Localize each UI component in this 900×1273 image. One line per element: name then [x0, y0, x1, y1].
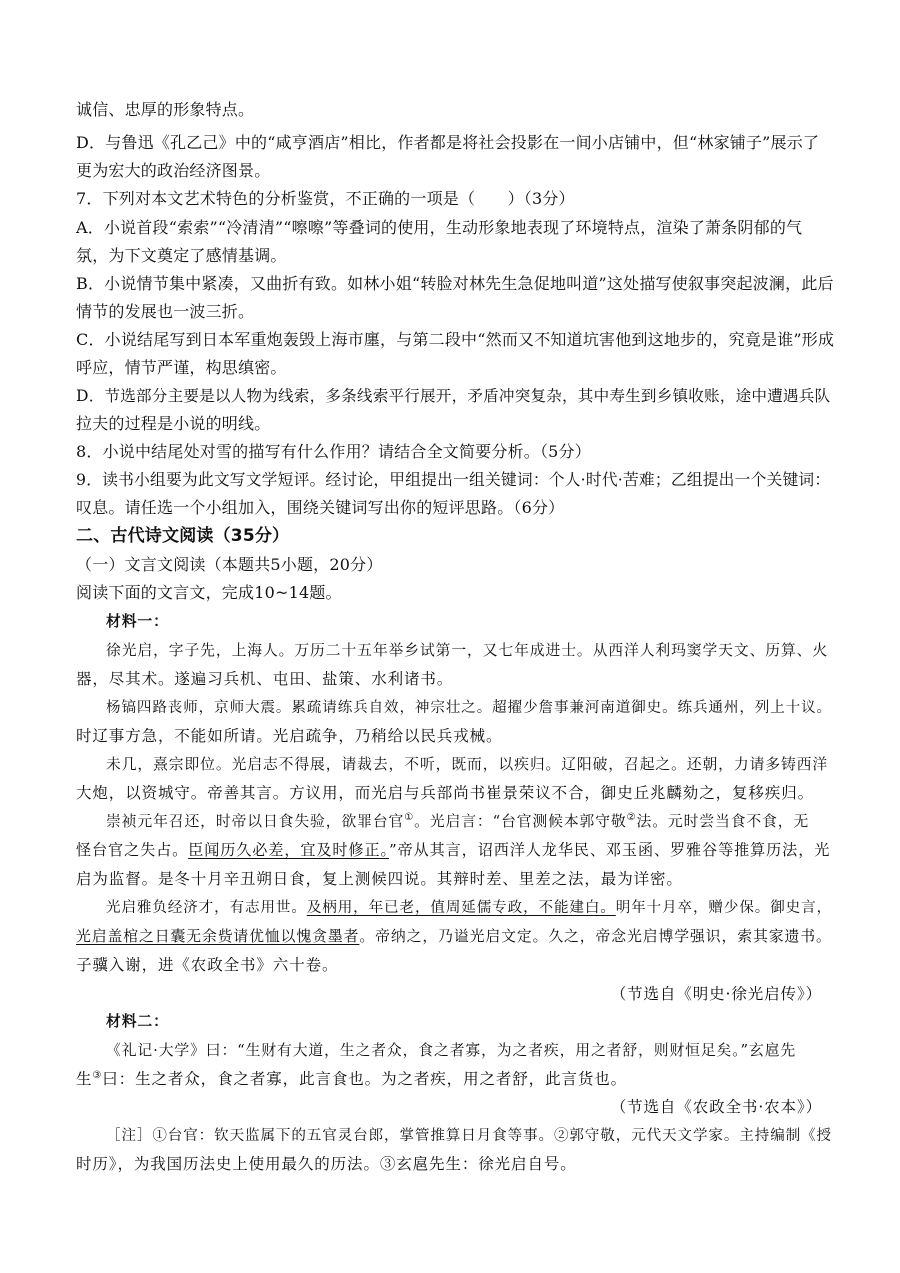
- p5-l2-text-b: 。帝纳之，乃谥光启文定。久之，帝念光启博学强识，索其家遗书。: [359, 927, 832, 945]
- material1-p1-line1: 徐光启，字子先，上海人。万历二十五年举乡试第一，又七年成进士。从西洋人利玛窦学天文、历算、火: [106, 642, 829, 659]
- q7-option-c-line1: C．小说结尾写到日本军重炮轰毁上海市廛，与第二段中“然而又不知道坑害他到这地步的，究竟是谁”形成: [76, 330, 835, 349]
- p4-l2-text-a: 怪台官之失占。: [76, 841, 189, 859]
- q7-option-d-line1: D．节选部分主要是以人物为线索，多条线索平行展开，矛盾冲突复杂，其中寿生到乡镇收账，途中遭遇兵队: [76, 387, 831, 405]
- material1-p2-line2: 时辽事方急，不能如所请。光启疏争，乃稍给以民兵戎械。: [76, 727, 503, 745]
- p4-text-c: 法。元时尝当食不食，无: [636, 813, 810, 830]
- q7-option-a-line1: A．小说首段“索索”“冷清清”“嚓嚓”等叠词的使用，生动形象地表现了环境特点，渲染了萧条阴郁的气: [76, 218, 803, 237]
- q6-option-d-line1: D．与鲁迅《孔乙己》中的“咸亨酒店”相比，作者都是将社会投影在一间小店铺中，但“林家铺子”展示了: [76, 133, 820, 152]
- underlined-sentence-1: 臣闻历久必差，宜及时修正。: [188, 841, 389, 859]
- material1-p3-line1: 未几，熹宗即位。光启志不得展，请裁去，不听，既而，以疾归。辽阳破，召起之。还朝，力请多铸西洋: [106, 756, 829, 773]
- material1-source: （节选自《明史·徐光启传》）: [610, 985, 822, 1003]
- p4-text-a: 崇祯元年召还，时帝以日食失验，欲罪台官: [106, 813, 405, 830]
- underlined-sentence-2: 及柄用，年已老，值周延儒专政，不能建白。: [306, 899, 616, 916]
- m2-text-b: 曰：生之者众，食之者寡，此言食也。为之者疾，用之者舒，此言货也。: [102, 1070, 628, 1088]
- footnote-ref-3: ③: [92, 1069, 103, 1081]
- footnote-ref-2: ②: [626, 812, 637, 824]
- p4-l2-text-b: ”帝从其言，诏西洋人龙华民、邓玉函、罗雅谷等推算历法，光: [388, 841, 831, 859]
- p4-text-b: 。光启言：“台官测候本郭守敬: [414, 813, 627, 830]
- q7-stem: 7．下列对本文艺术特色的分析鉴赏，不正确的一项是（ ）（3分）: [76, 189, 575, 208]
- q7-option-b-line1: B．小说情节集中紧凑，又曲折有致。如林小姐“转脸对林先生急促地叫道”这处描写使叙事突起波澜，此后: [76, 274, 834, 293]
- material1-p5-line2: [76, 926, 834, 946]
- material1-p2-line1: 杨镐四路丧师，京师大震。累疏请练兵自效，神宗壮之。超擢少詹事兼河南道御史。练兵通州，列上十议。: [106, 699, 833, 716]
- notes-line2: 时历》，为我国历法史上使用最久的历法。③玄扈先生：徐光启自号。: [76, 1155, 577, 1173]
- q7-option-c-line2: 呼应，情节严谨，构思缜密。: [76, 358, 287, 377]
- material1-p4-line3: 启为监督。是冬十月辛丑朔日食，复上测候四说。其辩时差、里差之法，最为详密。: [76, 870, 683, 888]
- material1-label: 材料一：: [106, 613, 169, 630]
- q6-option-c-tail: 诚信、忠厚的形象特点。: [76, 100, 255, 119]
- p5-text-a: 光启雅负经济才，有志用世。: [106, 899, 307, 916]
- m2-text-a: 生: [76, 1070, 93, 1088]
- q9-line2: 叹息。请任选一个小组加入，围绕关键词写出你的短评思路。（6分）: [76, 498, 565, 517]
- p5-text-b: 明年十月卒，赠少保。御史言，: [615, 899, 833, 916]
- notes-line1: ［注］①台官：钦天监属下的五官灵台郎，掌管推算日月食等事。②郭守敬，元代天文学家。主持编制《授: [106, 1127, 833, 1144]
- material1-p4-line2: [76, 840, 834, 860]
- reading-instruction: 阅读下面的文言文，完成10~14题。: [76, 583, 342, 602]
- q9-line1: 9．读书小组要为此文写文学短评。经讨论，甲组提出一组关键词：个人·时代·苦难；乙组提出一个关键词：: [76, 470, 831, 489]
- material2-line1: 《礼记·大学》曰：“生财有大道，生之者众，食之者寡，为之者疾，用之者舒，则财恒足矣。”玄扈先: [106, 1042, 797, 1059]
- material1-p3-line2: 大炮，以资城守。帝善其言。方议用，而光启与兵部尚书崔景荣议不合，御史丘兆麟劾之，复移疾归。: [76, 784, 815, 802]
- q8-stem: 8．小说中结尾处对雪的描写有什么作用？请结合全文简要分析。（5分）: [76, 442, 591, 461]
- q7-option-a-line2: 氛，为下文奠定了感情基调。: [76, 246, 287, 265]
- q7-option-d-line2: 拉夫的过程是小说的明线。: [76, 414, 271, 433]
- section-heading: 二、古代诗文阅读（35分）: [76, 526, 290, 546]
- material2-line2: [76, 1069, 834, 1089]
- material1-p4-line1: [106, 812, 864, 832]
- material2-label: 材料二：: [106, 1013, 169, 1030]
- material1-p1-line2: 器，尽其术。遂遍习兵机、屯田、盐策、水利诸书。: [76, 670, 454, 688]
- subsection-heading: （一）文言文阅读（本题共5小题，20分）: [76, 555, 383, 574]
- material1-p5-line1: [106, 898, 864, 918]
- q6-option-d-line2: 更为宏大的政治经济图景。: [76, 161, 271, 180]
- material2-source: （节选自《农政全书·农本》）: [610, 1098, 822, 1116]
- underlined-sentence-3: 光启盖棺之日囊无余赀请优恤以愧贪墨者: [76, 927, 360, 945]
- material1-p5-line3: 子骥入谢，进《农政全书》六十卷。: [76, 956, 339, 974]
- footnote-ref-1: ①: [404, 812, 415, 824]
- q7-option-b-line2: 情节的发展也一波三折。: [76, 302, 255, 321]
